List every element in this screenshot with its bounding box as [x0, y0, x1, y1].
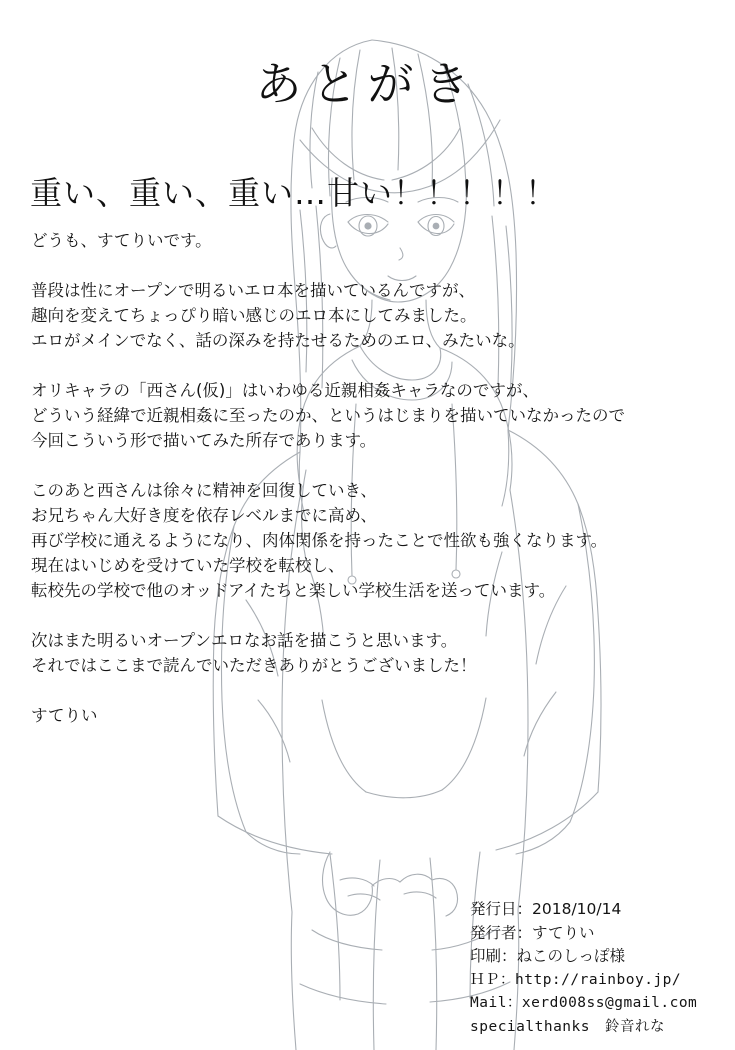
- publication-date: 発行日：2018/10/14: [470, 900, 622, 918]
- special-thanks: specialthanks 鈴音れな: [470, 1018, 665, 1035]
- colophon: [470, 898, 697, 1039]
- publisher: 発行者：すてりい: [470, 923, 595, 942]
- text-line: すてりい: [31, 706, 98, 725]
- signature: [31, 703, 711, 728]
- text-line: 趣向を変えてちょっぴり暗い感じのエロ本にしてみました。: [31, 306, 477, 325]
- text-line: エロがメインでなく、話の深みを持たせるためのエロ、みたいな。: [31, 331, 525, 350]
- mail-address[interactable]: Mail：xerd008ss@gmail.com: [470, 995, 698, 1011]
- paragraph: [31, 228, 711, 253]
- text-line: 普段は性にオープンで明るいエロ本を描いているんですが、: [31, 281, 476, 300]
- paragraph: [31, 278, 711, 353]
- text-line: 今回こういう形で描いてみた所存であります。: [31, 431, 377, 450]
- paragraph: [31, 628, 711, 678]
- page-title: あとがき: [255, 57, 480, 111]
- afterword-body: [31, 228, 711, 728]
- headline: 重い、重い、重い…甘い！！！！！: [30, 174, 559, 212]
- text-line: それではここまで読んでいただきありがとうございました！: [31, 656, 477, 675]
- text-line: 転校先の学校で他のオッドアイたちと楽しい学校生活を送っています。: [31, 581, 556, 600]
- text-line: オリキャラの「西さん(仮)」はいわゆる近親相姦キャラなのですが、: [31, 381, 539, 400]
- text-line: どうも、すてりいです。: [31, 231, 212, 250]
- paragraph: [31, 378, 711, 453]
- text-line: このあと西さんは徐々に精神を回復していき、: [31, 481, 377, 500]
- printer: 印刷：ねこのしっぽ様: [470, 947, 626, 965]
- text-line: 再び学校に通えるようになり、肉体関係を持ったことで性欲も強くなります。: [31, 531, 608, 550]
- text-line: 現在はいじめを受けていた学校を転校し、: [31, 556, 345, 575]
- homepage-url[interactable]: ＨＰ：http://rainboy.jp/: [470, 971, 682, 988]
- text-line: どういう経緯で近親相姦に至ったのか、というはじまりを描いていなかったので: [31, 406, 625, 425]
- paragraph: [31, 478, 711, 603]
- text-line: お兄ちゃん大好き度を依存レベルまでに高め、: [31, 506, 377, 525]
- text-line: 次はまた明るいオープンエロなお話を描こうと思います。: [31, 631, 458, 650]
